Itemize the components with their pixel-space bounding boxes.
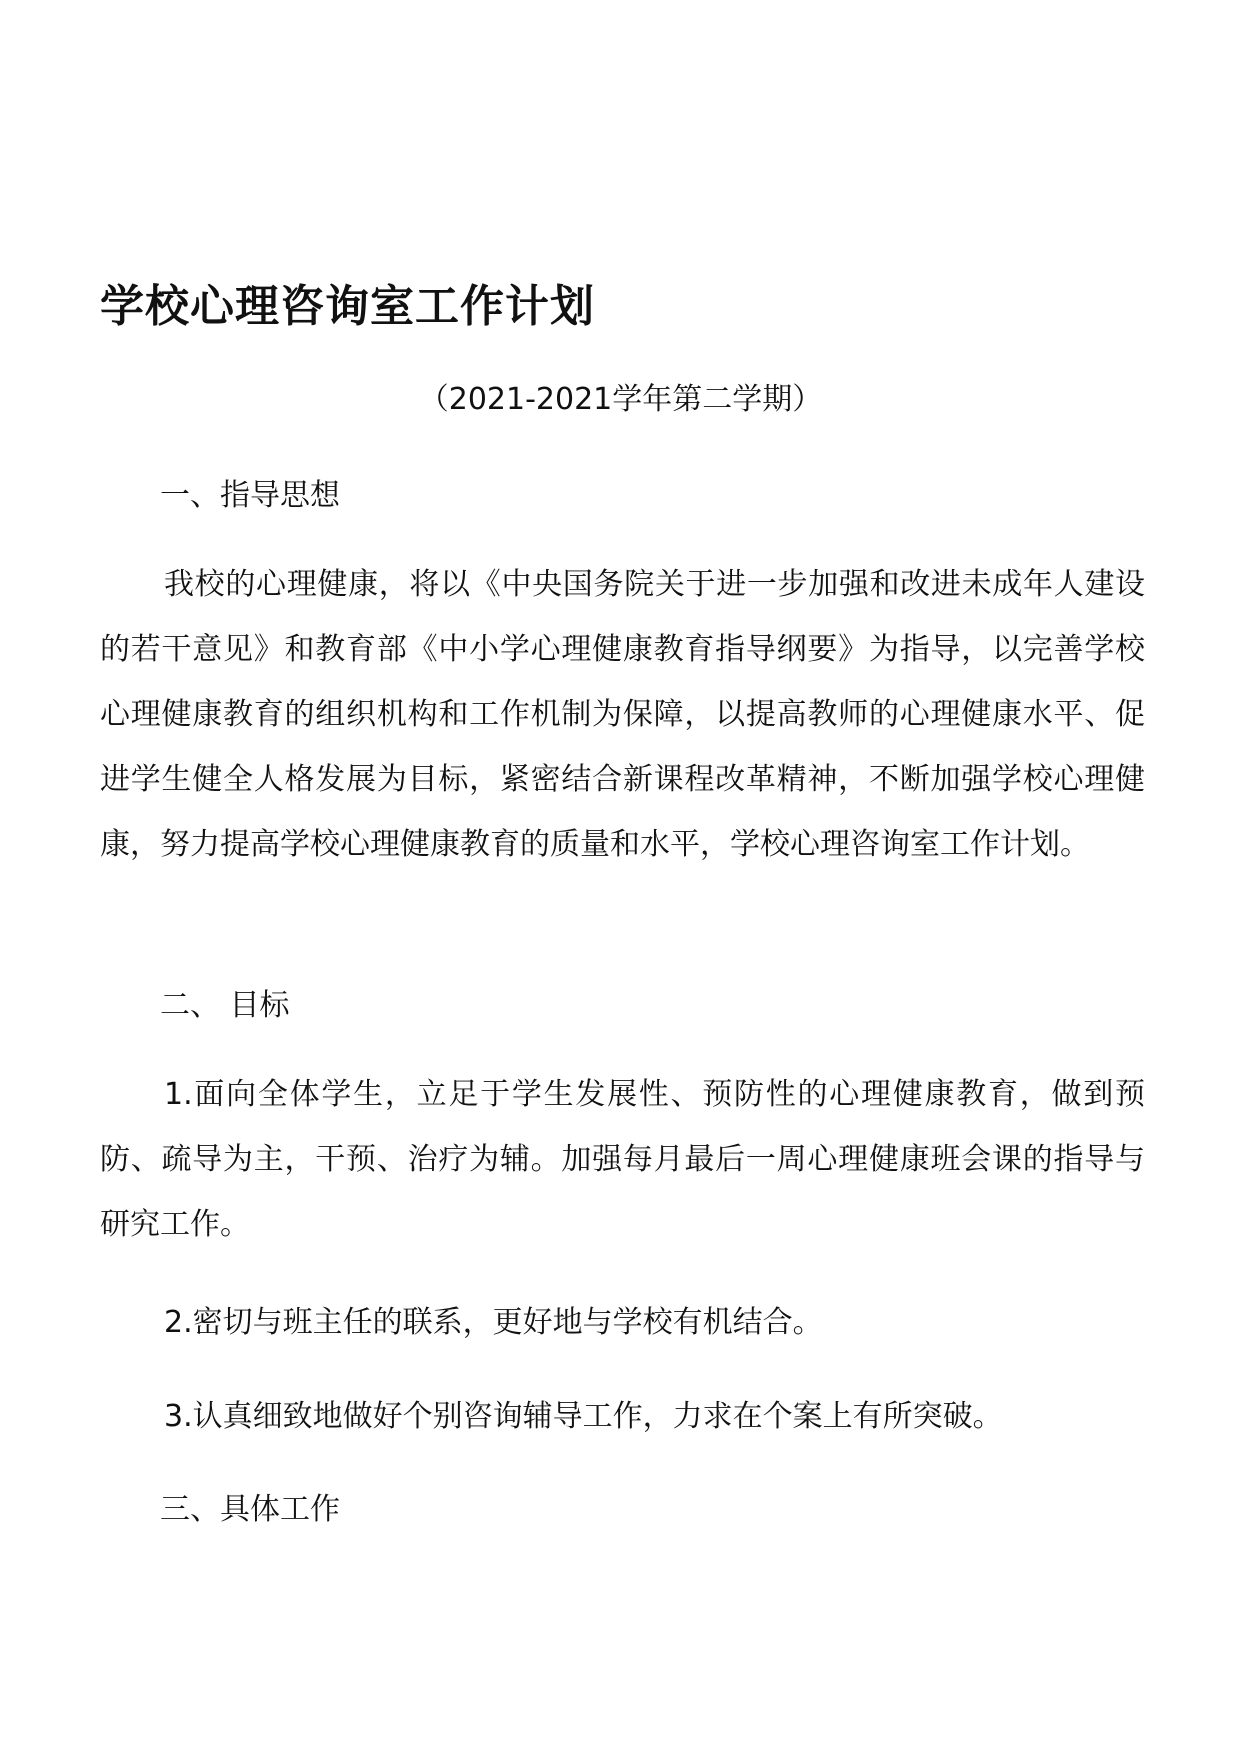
section-heading-guiding-ideology: 一、指导思想 — [160, 478, 340, 513]
section-heading-goals: 二、 目标 — [160, 988, 290, 1023]
goal-item-3: 3.认真细致地做好个别咨询辅导工作，力求在个案上有所突破。 — [164, 1399, 1003, 1434]
document-title: 学校心理咨询室工作计划 — [100, 281, 595, 332]
section-paragraph-guiding-ideology: 我校的心理健康，将以《中央国务院关于进一步加强和改进未成年人建设的若干意见》和教育部《中小学心理健康教育指导纲要》为指导，以完善学校心理健康教育的组织机构和工作机制为保障，以提高教师的心理健康水平、促进学生健全人格发展为目标，紧密结合新课程改革精神，不断加强学校心理健康，努力提高学校心理健康教育的质量和水平，学校心理咨询室工作计划。 — [100, 567, 1145, 862]
section-heading-specific-work: 三、具体工作 — [160, 1492, 340, 1527]
goal-item-2: 2.密切与班主任的联系，更好地与学校有机结合。 — [164, 1305, 823, 1340]
document-subtitle: （2021-2021学年第二学期） — [418, 382, 823, 417]
goal-item-1: 1.面向全体学生，立足于学生发展性、预防性的心理健康教育，做到预防、疏导为主，干预、治疗为辅。加强每月最后一周心理健康班会课的指导与研究工作。 — [100, 1077, 1145, 1242]
